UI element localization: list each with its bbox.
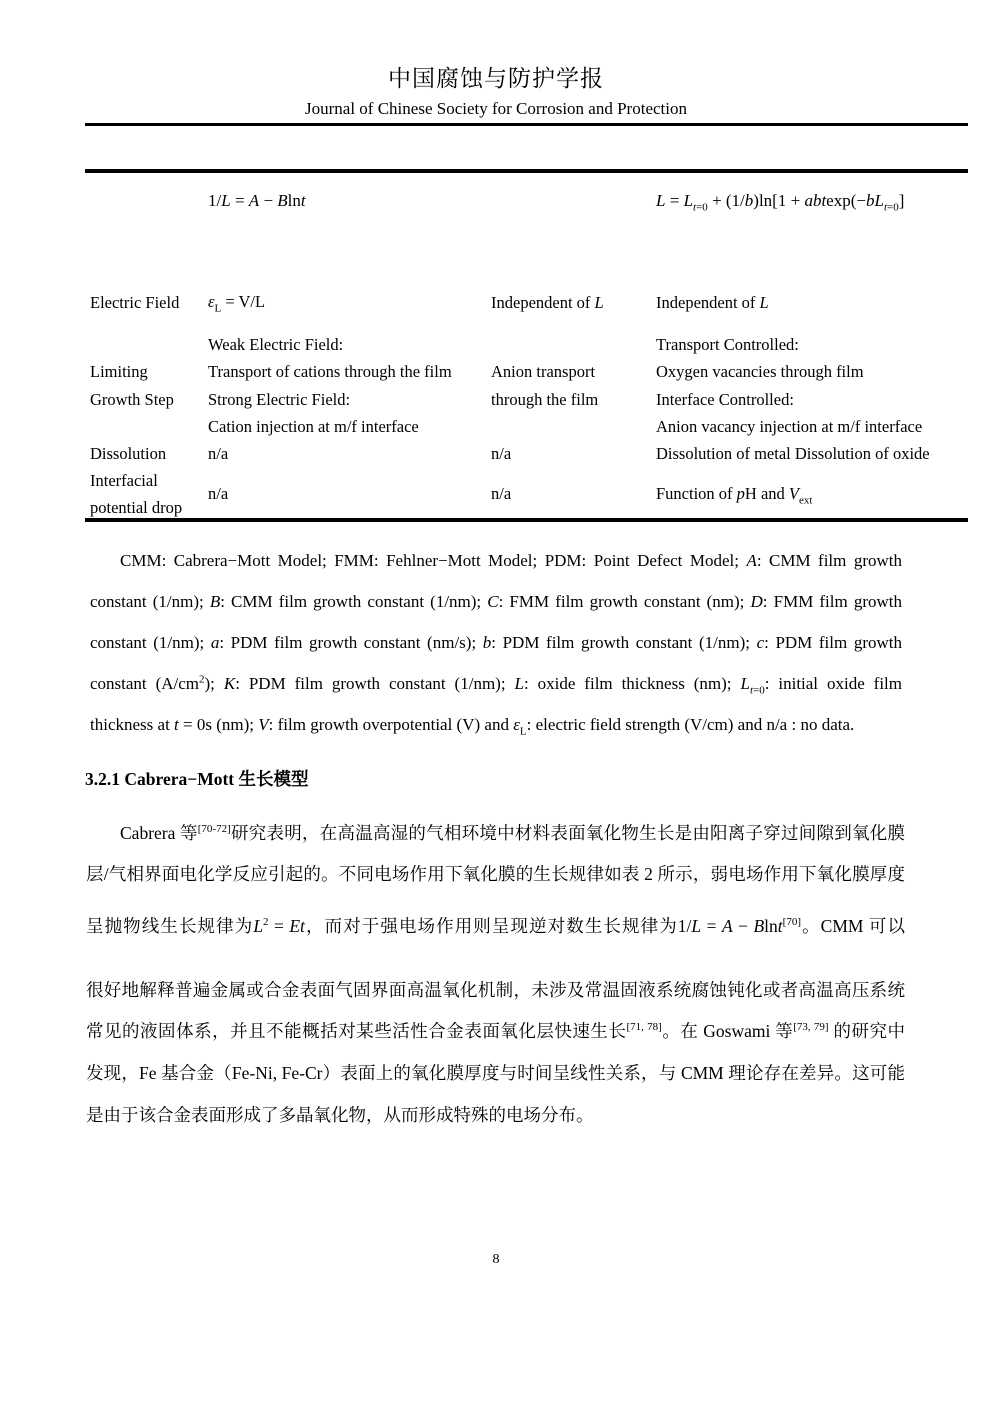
row-label-interfacial-1: Interfacial <box>90 471 158 490</box>
cell-limiting-fmm-line2: through the film <box>491 390 599 409</box>
cell-electric-field-cmm: $\varepsilon_L = V/L$ <box>208 292 266 315</box>
equation-pdm: $L = L_{t=0} + (1/b)\ln[1 + abtexp(-bL_{t=0}]$ <box>656 191 905 214</box>
body-line: Cabrera 等[70-72]研究表明，在高温高湿的气相环境中材料表面氧化物生长是由阳离子穿过间隙到氧化膜 <box>120 823 905 843</box>
header-rule <box>85 123 968 126</box>
cell-limiting-pdm-line4: Anion vacancy injection at m/f interface <box>656 417 923 436</box>
row-label-electric-field: Electric Field <box>90 293 180 312</box>
body-line: 发现，Fe 基合金（Fe-Ni, Fe-Cr）表面上的氧化膜厚度与时间呈线性关系，与 CMM 理论存在差异。这可能 <box>86 1063 905 1083</box>
table-note-line: CMM: Cabrera−Mott Model; FMM: Fehlner−Mott Model; PDM: Point Defect Model; A: CMM film growth <box>120 551 902 570</box>
journal-title-en: Journal of Chinese Society for Corrosion and Protection <box>305 99 687 118</box>
body-line: 是由于该合金表面形成了多晶氧化物，从而形成特殊的电场分布。 <box>86 1105 594 1125</box>
cell-interfacial-fmm: n/a <box>491 484 512 503</box>
table-bottom-rule <box>85 518 968 522</box>
cell-dissolution-cmm: n/a <box>208 444 229 463</box>
table-note-line: constant $(A/cm^2)$; K: PDM film growth constant (1/nm); L: oxide film thickness (nm); $L_{t=0}$: initial oxide film <box>90 673 902 697</box>
cell-limiting-fmm-line1: Anion transport <box>491 362 596 381</box>
cell-limiting-pdm-line1: Transport Controlled: <box>656 335 799 354</box>
row-label-limiting-2: Growth Step <box>90 390 174 409</box>
cell-limiting-cmm-line3: Strong Electric Field: <box>208 390 351 409</box>
cell-interfacial-pdm: Function of pH and $V_{ext}$ <box>656 484 813 507</box>
cell-dissolution-pdm: Dissolution of metal Dissolution of oxide <box>656 444 930 463</box>
cell-electric-field-pdm: Independent of L <box>656 293 769 312</box>
section-heading: 3.2.1 Cabrera−Mott 生长模型 <box>85 769 309 789</box>
cell-dissolution-fmm: n/a <box>491 444 512 463</box>
cell-limiting-pdm-line3: Interface Controlled: <box>656 390 794 409</box>
body-line: 常见的液固体系，并且不能概括对某些活性合金表面氧化层快速生长[71, 78]。在 Goswami 等[73, 79] 的研究中 <box>86 1021 906 1041</box>
equation-cmm: 1/L = A − Blnt <box>208 191 306 210</box>
cell-interfacial-cmm: n/a <box>208 484 229 503</box>
table-top-rule <box>85 169 968 173</box>
table-note-line: constant (1/nm); a: PDM film growth constant (nm/s); b: PDM film growth constant (1/nm); c: PDM film growth <box>90 633 902 652</box>
row-label-interfacial-2: potential drop <box>90 498 183 517</box>
cell-limiting-cmm-line2: Transport of cations through the film <box>208 362 452 381</box>
cell-limiting-cmm-line1: Weak Electric Field: <box>208 335 344 354</box>
body-line: 很好地解释普遍金属或合金表面气固界面高温氧化机制，未涉及常温固液系统腐蚀钝化或者高温高压系统 <box>86 980 905 1000</box>
cell-limiting-pdm-line2: Oxygen vacancies through film <box>656 362 864 381</box>
table-note-line: thickness at t = 0s (nm); V: film growth overpotential (V) and $\varepsilon_L$: electric field strength (V/cm) and n/a : no data. <box>90 715 855 738</box>
cell-electric-field-fmm: Independent of L <box>491 293 604 312</box>
body-line: 层/气相界面电化学反应引起的。不同电场作用下氧化膜的生长规律如表 2 所示，弱电场作用下氧化膜厚度 <box>86 864 905 884</box>
row-label-limiting-1: Limiting <box>90 362 148 381</box>
row-label-dissolution: Dissolution <box>90 444 167 463</box>
cell-limiting-cmm-line4: Cation injection at m/f interface <box>208 417 419 436</box>
table-note-line: constant (1/nm); B: CMM film growth constant (1/nm); C: FMM film growth constant (nm); D: FMM film growth <box>90 592 902 611</box>
page-number: 8 <box>492 1252 500 1267</box>
body-line: 呈抛物线生长规律为$L^2 = Et$，而对于强电场作用则呈现逆对数生长规律为1/L = A − Blnt[70]。CMM 可以 <box>86 916 906 936</box>
journal-title-cn: 中国腐蚀与防护学报 <box>388 66 604 91</box>
